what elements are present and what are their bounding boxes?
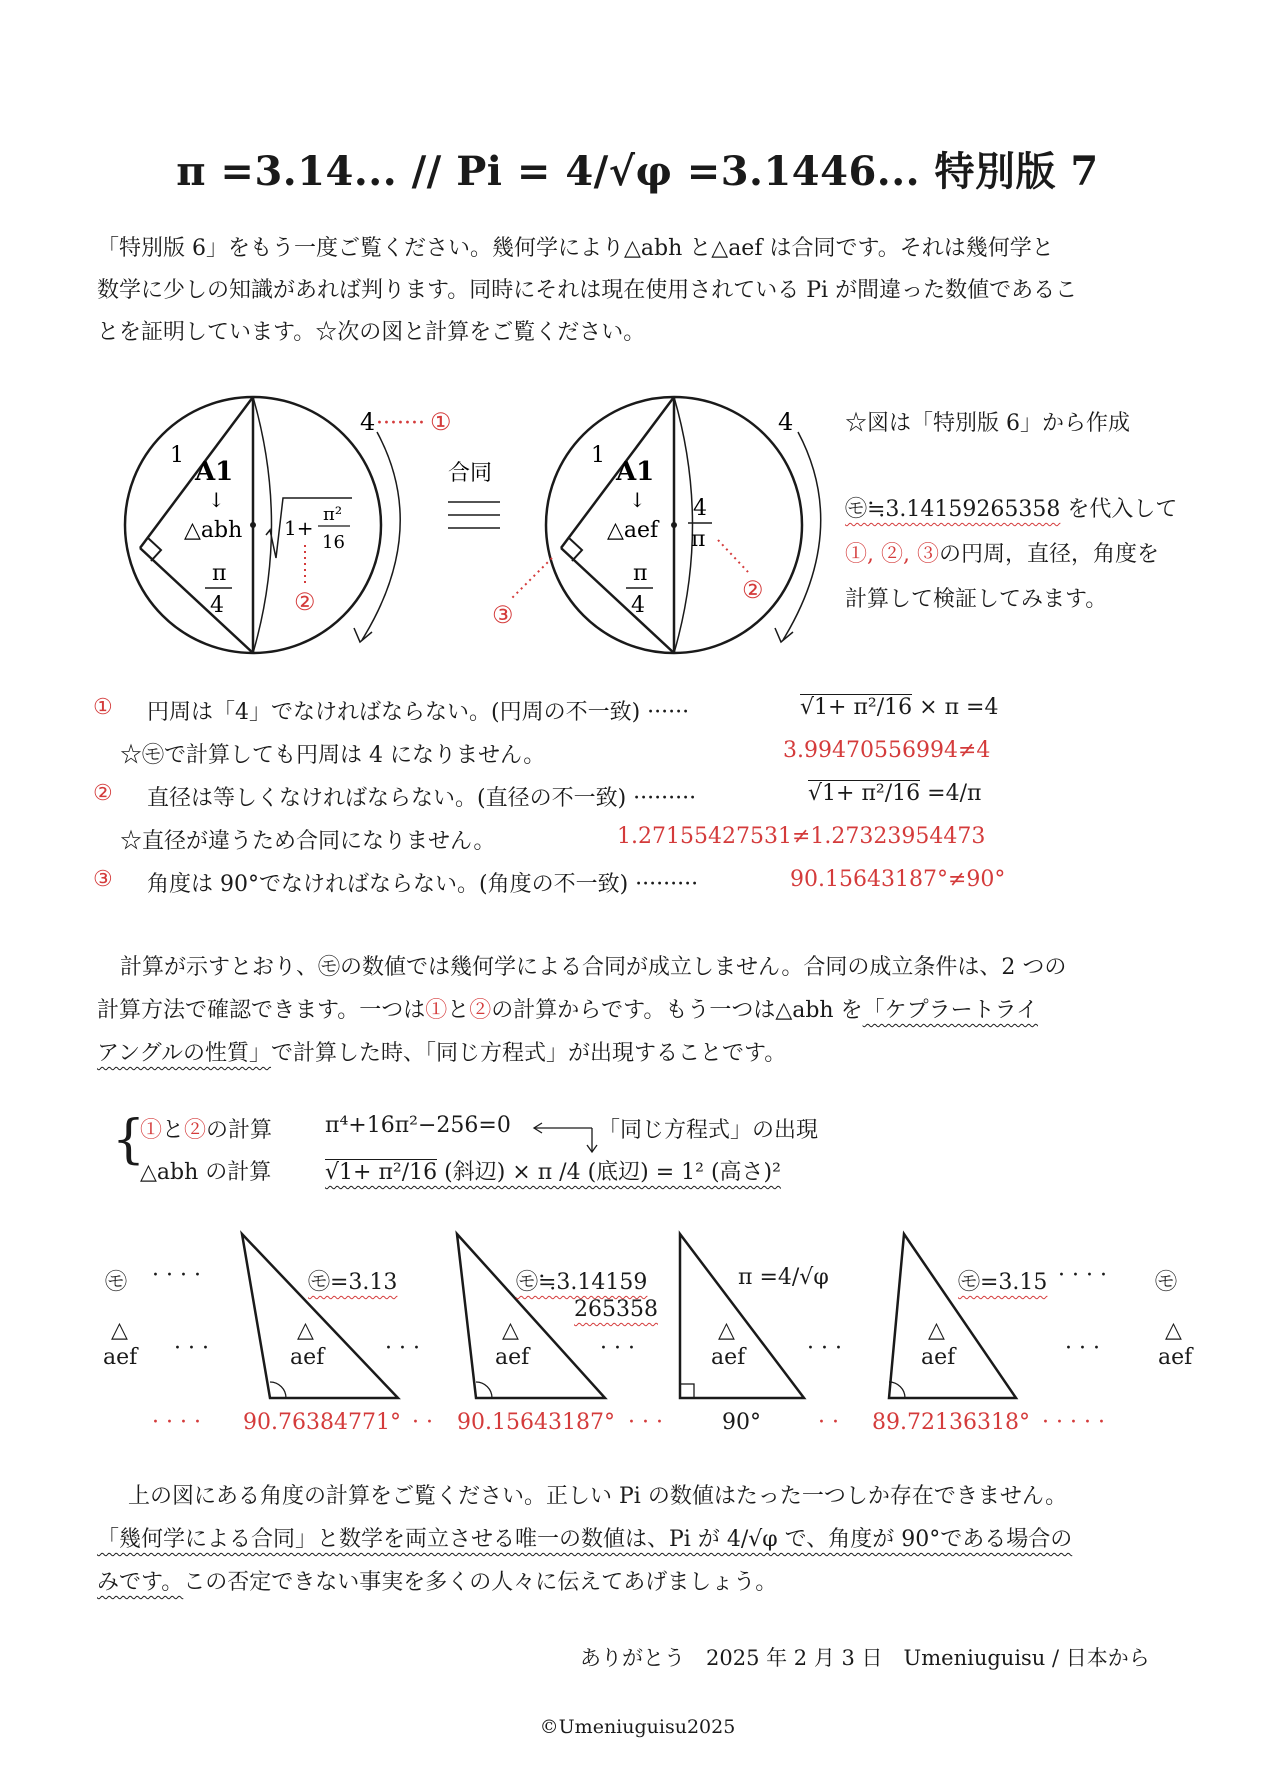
right-marker-2: ② [742,576,764,604]
tri-right-aef: aef [1158,1345,1193,1370]
equation-row2-label: △abh の計算 [140,1160,272,1185]
intro-line-3: とを証明しています。☆次の図と計算をご覧ください。 [97,320,646,345]
check-2-number: ② [93,781,113,806]
figure-note-3: ①, ②, ③の円周，直径，角度を [845,542,1159,567]
tri-left-aef: aef [103,1345,138,1370]
left-dots: ······· [376,411,425,436]
triangle-1 [242,1234,398,1398]
para2-line-2: 計算方法で確認できます。一つは①と②の計算からです。もう一つは△abh を「ケプラートライ [97,998,1038,1023]
equation-arrow [532,1118,602,1158]
triangle-1-aef: aef [290,1345,325,1370]
right-marker-3: ③ [492,601,514,629]
check-3-text: 角度は 90°でなければならない。(角度の不一致) ········· [147,872,699,897]
triangle-2-value-a: ㋲≒3.14159 [516,1270,648,1295]
check-2-result: 1.27155427531≠1.27323954473 [617,824,986,849]
right-four: 4 [778,408,794,436]
equation-row2: √1+ π²/16 (斜辺) × π /4 (底辺) = 1² (高さ)² [325,1160,781,1185]
triangle-4-aef: aef [921,1345,956,1370]
tri-dots-left: · · · · [152,1263,201,1288]
tri-left-label: △ [111,1318,128,1343]
triangle-1-label: △ [297,1318,314,1343]
angle-dots-e: · · · · · [1042,1410,1105,1435]
intro-line-2: 数学に少しの知識があれば判ります。同時にそれは現在使用されている Pi が間違った数値であるこ [97,278,1078,303]
angle-dots-a: · · · · [152,1410,201,1435]
signature: ありがとう 2025 年 2 月 3 日 Umeniuguisu / 日本から [580,1646,1150,1670]
tri-dots-c: · · · [600,1336,635,1361]
check-2-text: 直径は等しくなければならない。(直径の不一致) ········· [147,786,697,811]
triangle-4-label: △ [928,1318,945,1343]
triangle-2-value-b: 265358 [574,1297,658,1322]
intro-line-1: 「特別版 6」をもう一度ご覧ください。幾何学により△abh と△aef は合同です。それは幾何学と [97,236,1054,261]
tri-dots-b: · · · [385,1336,420,1361]
right-pi-den: 4 [631,593,645,618]
left-sqrt-pisq: π² [323,504,343,525]
equation-row1: π⁴+16π²−256=0 [325,1113,511,1138]
left-arrow: ↓ [208,488,225,512]
triangles-figure [0,1220,1275,1440]
tri-dots-e: · · · [1065,1336,1100,1361]
check-1-result: 3.99470556994≠4 [783,738,991,763]
check-2-formula: √1+ π²/16 =4/π [808,781,982,806]
para3-line-2: 「幾何学による合同」と数学を両立させる唯一の数値は、Pi が 4/√φ で、角度が 90°である場合の [97,1527,1073,1552]
right-arrow: ↓ [629,488,646,512]
left-base [140,548,253,653]
right-side-one: 1 [591,443,605,468]
triangle-3-label: △ [718,1318,735,1343]
triangle-3-aef: aef [711,1345,746,1370]
congruent-label: 合同 [448,461,493,486]
tri-dots-right: · · · · [1058,1263,1107,1288]
equation-row1-label: ①と②の計算 [140,1118,273,1143]
tri-right-label: △ [1165,1318,1182,1343]
check-1-formula: √1+ π²/16 × π =4 [800,695,999,720]
left-marker-2: ② [294,588,316,616]
left-pi-num: π [212,561,227,586]
angle-2: 90.15643187° [457,1410,615,1435]
left-side-one: 1 [170,443,184,468]
equation-row1-note: 「同じ方程式」の出現 [598,1118,819,1143]
left-tri-label: △abh [184,518,243,543]
figure-note-1: ☆図は「特別版 6」から作成 [845,411,1130,436]
para3-line-3: みです。この否定できない事実を多くの人々に伝えてあげましょう。 [97,1570,778,1595]
angle-dots-c: · · · [628,1410,663,1435]
figure-note-4: 計算して検証してみます。 [845,587,1108,612]
angle-3: 90° [722,1410,761,1435]
tri-pi-left: ㋲ [105,1270,128,1295]
left-A1: A1 [195,457,234,487]
triangle-2-label: △ [502,1318,519,1343]
angle-dots-b: · · [412,1410,433,1435]
tri-pi-right: ㋲ [1155,1270,1178,1295]
angle-1: 90.76384771° [243,1410,401,1435]
right-pi-num: π [633,561,648,586]
triangle-3 [680,1234,804,1398]
para3-line-1: 上の図にある角度の計算をご覧ください。正しい Pi の数値はたった一つしか存在できません。 [128,1484,1068,1509]
angle-4: 89.72136318° [872,1410,1030,1435]
right-diam-num: 4 [693,496,707,521]
check-2-note: ☆直径が違うため合同になりません。 [120,829,496,854]
left-four: 4 [360,408,376,436]
check-1-note: ☆㋲で計算しても円周は 4 になりません。 [120,743,546,768]
left-marker-1: ① [430,408,452,436]
check-3-number: ③ [93,867,113,892]
left-sqrt-one: 1+ [284,516,314,540]
figure-note-2: ㋲≒3.14159265358 を代入して [845,497,1178,522]
copyright: ©Umeniuguisu2025 [539,1716,736,1738]
para2-line-1: 計算が示すとおり、㋲の数値では幾何学による合同が成立しません。合同の成立条件は、2 つの [120,955,1067,980]
triangle-4-value: ㋲=3.15 [958,1270,1048,1295]
check-1-text: 円周は「4」でなければならない。(円周の不一致) ······ [147,700,690,725]
check-3-result: 90.15643187°≠90° [790,867,1006,892]
page-title: π =3.14... // Pi = 4/√φ =3.1446... 特別版 7 [176,148,1099,195]
triangle-1-value: ㋲=3.13 [308,1270,398,1295]
triangle-2-aef: aef [495,1345,530,1370]
equation-brace: { [112,1110,146,1170]
right-tri-label: △aef [607,518,659,543]
left-pi-den: 4 [210,593,224,618]
right-diam-den: π [691,527,706,552]
triangle-4 [889,1234,1016,1398]
para2-line-3: アングルの性質」で計算した時、「同じ方程式」が出現することです。 [97,1041,787,1066]
left-sqrt-16: 16 [322,532,345,553]
right-A1: A1 [616,457,655,487]
tri-dots-d: · · · [807,1336,842,1361]
triangle-3-value: π =4/√φ [738,1265,829,1290]
angle-dots-d: · · [818,1410,839,1435]
check-1-number: ① [93,695,113,720]
tri-dots-a: · · · [174,1336,209,1361]
